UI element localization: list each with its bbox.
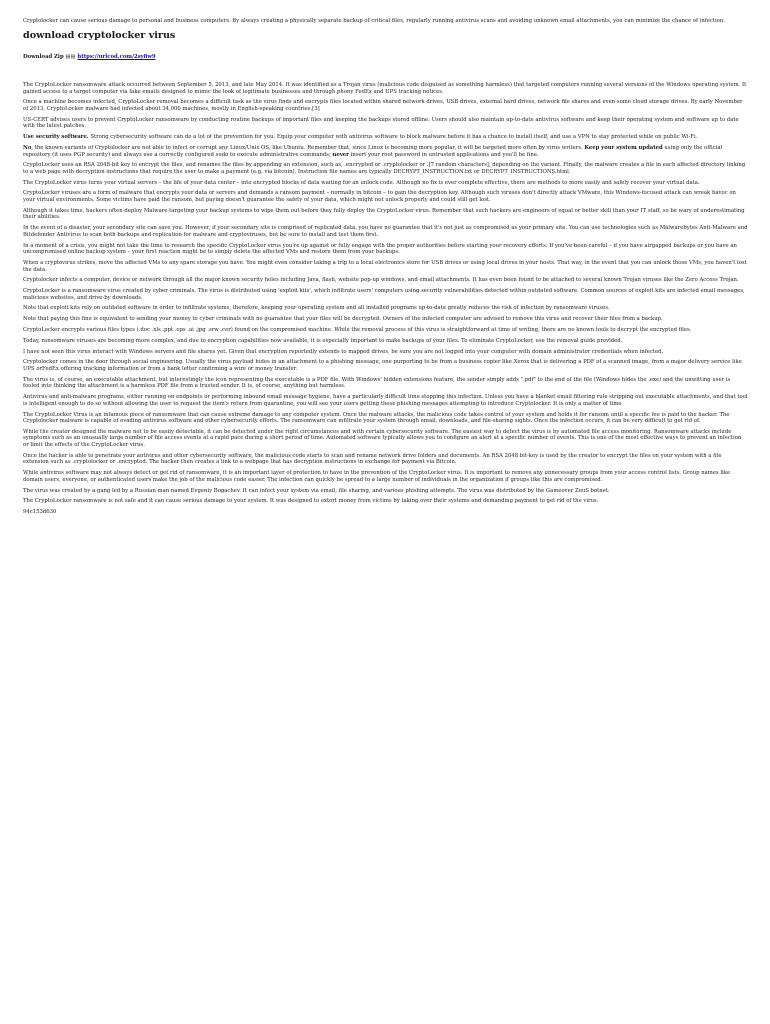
paragraph bbox=[23, 243, 748, 256]
bold-text: Use security software. bbox=[23, 134, 89, 141]
paragraph bbox=[23, 180, 748, 187]
article-body bbox=[23, 82, 748, 505]
paragraph-text: Once the hacker is able to penetrate your antivirus and other cybersecurity software, the malicious code starts to scan and rename network drive folders and documents. An RSA 2048 bit-key is used by the creator to encrypt the files on your system with a file extension such as .cryptolocker or .encrypted. The hacker then creates a link to a webpage that has decryption instructions in exchange for payment via Bitcoin. bbox=[23, 452, 722, 466]
paragraph-text: When a cryptovirus strikes, move the affected VMs to any spare storage you have. You might even consider taking a trip to a local electronics store for USB drives or using local drives in your hosts. That way, in the event that you can unlock those VMs, you haven't lost the data. bbox=[23, 259, 747, 273]
paragraph bbox=[23, 498, 748, 505]
paragraph bbox=[23, 225, 748, 238]
paragraph-text: CryptoLocker is a ransomware virus created by cyber criminals. The virus is distributed using 'exploit kits', which infiltrate users' computers using security vulnerabilities detected within outdated software. Common sources of exploit kits are infected email messages, malicious websites, and drive-by downloads. bbox=[23, 288, 745, 301]
paragraph-text: In a moment of a crisis, you might not take the time to research the specific CryptoLocker virus you're up against or fully engage with the proper authorities before starting your recovery efforts. If you've been careful – if you have airgapped backups or you have an uncompromised online backup system – your first reaction might be to simply delete the affected VMs and restore them from your backups. bbox=[23, 242, 737, 256]
paragraph-text: Cryptolocker infects a computer, device or network through all the major known security holes including Java, flash, website pop-up windows, and email attachments. It has even been found to be attached to several known Trojan viruses like the Zero Access Trojan. bbox=[23, 277, 739, 284]
paragraph bbox=[23, 117, 748, 130]
paragraph bbox=[23, 359, 748, 372]
paragraph-text: The CryptoLocker ransomware is not safe and it can cause serious damage to your system. It was designed to extort money from victims by taking over their systems and demanding payment to get rid of the virus. bbox=[23, 498, 599, 505]
paragraph bbox=[23, 260, 748, 273]
paragraph bbox=[23, 412, 748, 425]
paragraph bbox=[23, 145, 748, 158]
paragraph-text: While antivirus software may not always detect or get rid of ransomware, it is an important layer of protection to have in the prevention of the CryptoLocker virus. It is important to remove any unnecessary groups from your access control lists. Group names like domain users, everyone, or authenticated users make the job of the malicious code easier. The infection can quickly be spread to a large number of individuals in the organization if groups like this are compromised. bbox=[23, 470, 731, 483]
paragraph bbox=[23, 349, 748, 356]
paragraph bbox=[23, 190, 748, 203]
paragraph-text: Strong cybersecurity software can do a lot of the prevention for you. Equip your computer with antivirus software to block malware before it has a chance to install itself, and use a VPN to stay protected while on public Wi-Fi. bbox=[88, 134, 698, 141]
page-title: download cryptolocker virus bbox=[23, 30, 176, 41]
paragraph-text: CryptoLocker encrypts various files types (.doc .xls .ppt .eps .ai .jpg .srw .cer) found on the compromised machine. While the removal process of this virus is straightforward at time of writing, there are no known tools to decrypt the encrypted files. bbox=[23, 327, 692, 334]
paragraph bbox=[23, 99, 748, 112]
paragraph bbox=[23, 488, 748, 495]
paragraph bbox=[23, 327, 748, 334]
paragraph-text: insert your root password in untrusted applications and you'll be fine. bbox=[348, 151, 539, 158]
paragraph bbox=[23, 394, 748, 407]
paragraph-text: I have not seen this virus interact with Windows servers and file shares yet. Given that encryption reportedly extends to mapped drives, be sure you are not logged into your computer with domain administrator credentials when infected. bbox=[23, 348, 664, 355]
paragraph-text: Although it takes time, hackers often deploy Malware targeting your backup systems to wipe them out before they fully deploy the CryptoLocker virus. Remember that such hackers are engineers of equal or better skill than your IT staff, so be wary of underestimating their abilities. bbox=[23, 207, 745, 221]
download-link[interactable]: https://urlcod.com/2sy8w9 bbox=[77, 54, 156, 60]
paragraph bbox=[23, 429, 748, 449]
paragraph-text: Antivirus and anti-malware programs, either running on endpoints or performing inbound email message hygiene, have a particularly difficult time stopping this infection. Unless you have a blanket email filtering rule stripping out executable attachments, and that tool is intelligent enough to do so without allowing the user to request the item's return from quarantine, you will see your users getting these phishing messages attempting to introduce Cryptolocker. It is only a matter of time. bbox=[23, 394, 748, 407]
paragraph bbox=[23, 377, 748, 390]
paragraph-text: , the known variants of Cryptolocker are not able to infect or corrupt any Linux/Unix OS, like Ubuntu. Remember that, since Linux is becoming more popular, it will be targeted more often by virus writers. bbox=[31, 144, 585, 151]
paragraph bbox=[23, 305, 748, 312]
paragraph-text: Note that exploit kits rely on outdated software in order to infiltrate systems, therefore, keeping your operating system and all installed programs up-to-date greatly reduces the risk of infection by ransomware viruses. bbox=[23, 305, 610, 312]
paragraph-text: While the creator designed the malware not to be easily detectable, it can be detected under the right circumstances and with certain cybersecurity software. The easiest way to detect the virus is by automated file access monitoring. Ransomware attacks include symptoms such as an unusually large number of file access events at a rapid pace during a short period of time. Automated software typically allows you to configure an alert at a specific number of events. This is one of the most effective ways to prevent an infection or limit the effects of the CryptoLocker virus. bbox=[23, 428, 742, 449]
paragraph-text: Note that paying this fine is equivalent to sending your money to cyber criminals with no guarantee that your files will be decrypted. Owners of the infected computer are advised to remove this virus and recover their files from a backup. bbox=[23, 316, 663, 323]
paragraph-text: Cryptolocker comes in the door through social engineering. Usually the virus payload hides in an attachment to a phishing message, one purporting to be from a business copier like Xerox that is delivering a PDF of a scanned image, from a major delivery service like UPS orFedEx offering tracking information or from a bank letter confirming a wire or money transfer. bbox=[23, 359, 742, 372]
paragraph-text: The CryptoLocker ransomware attack occurred between September 5, 2013, and late May 2014. It was identified as a Trojan virus (malicious code disguised as something harmless) that targeted computers running several versions of the Windows operating system. It gained access to a target computer via fake emails designed to mimic the look of legitimate businesses and through phony FedEx and UPS tracking notices. bbox=[23, 82, 747, 95]
paragraph-text: CryptoLocker viruses are a form of malware that encrypts your data or servers and demands a ransom payment – normally in bitcoin – to gain the decryption key. Although such viruses don't directly attack VMware, this Windows-focused attack can wreak havoc on your virtual environments. Some victims have paid the ransom, but paying doesn't guarantee the safety of your data, which might not unlock properly and could still get lost. bbox=[23, 190, 736, 204]
paragraph bbox=[23, 162, 748, 175]
paragraph bbox=[23, 338, 748, 345]
intro-text: Cryptolocker can cause serious damage to personal and business computers. By always creating a physically separate backup of critical files, regularly running antivirus scans and avoiding unknown email attachments, you can minimize the chance of infection. bbox=[23, 18, 725, 24]
paragraph-text: In the event of a disaster, your secondary site can save you. However, if your secondary site is comprised of replicated data, you have no guarantee that it's not just as compromised as your primary site. You can use technologies such as Malwarebytes Anti-Malware and Bitdefender Antivirus to scan both backups and replication for malware and cryptoviruses, but be sure to install and test them first. bbox=[23, 225, 748, 238]
hash-code: 94c153d630 bbox=[23, 509, 57, 516]
paragraph bbox=[23, 82, 748, 95]
download-label: Download Zip bbox=[23, 54, 64, 60]
bold-text: Keep your system updated bbox=[584, 144, 663, 151]
paragraph-text: The virus is, of course, an executable attachment, but interestingly the icon representing the executable is a PDF file. With Windows' hidden extensions feature, the sender simply adds ".pdf" to the end of the file (Windows hides the .exe) and the unwitting user is fooled into thinking the attachment is a harmless PDF file from a trusted sender. It is, of course, anything but harmless. bbox=[23, 376, 731, 390]
bold-text: No bbox=[23, 144, 32, 151]
paragraph bbox=[23, 277, 748, 284]
paragraph bbox=[23, 453, 748, 466]
paragraph bbox=[23, 470, 748, 483]
paragraph bbox=[23, 288, 748, 301]
paragraph bbox=[23, 134, 748, 141]
paragraph-text: The virus was created by a gang led by a Russian man named Evgeniy Bogachev. It can infect your system via email, file sharing, and various phishing attempts. The virus was distributed by the Gameover ZeuS botnet. bbox=[23, 487, 610, 494]
paragraph-text: CryptoLocker uses an RSA 2048-bit key to encrypt the files, and renames the files by appending an extension, such as, .encrypted or .cryptolocker or .[7 random characters], depending on the variant. Finally, the malware creates a file in each affected directory linking to a web page with decryption instructions that require the user to make a payment (e.g. via bitcoin). Instruction file names are typically DECRYPT_INSTRUCTION.txt or DECRYPT_INSTRUCTIONS.html. bbox=[23, 162, 746, 175]
paragraph-text: Once a machine becomes infected, CryptoLocker removal becomes a difficult task as the virus finds and encrypts files located within shared network drives, USB drives, external hard drives, network file shares and even some cloud storage drives. By early November of 2013, CryptoLocker malware had infected about 34,000 machines, mostly in English-speaking countries.[3] bbox=[23, 99, 743, 112]
paragraph bbox=[23, 208, 748, 221]
paragraph-text: The CryptoLocker Virus is an infamous piece of ransomware that can cause extreme damage to any computer system. Once the malware attacks, the malicious code takes control of your system and holds it for ransom until a specific fee is paid to the hacker. The Cryptolocker malware is capable of evading antivirus software and other cybersecurity efforts. The ransomware can infiltrate your system through email, downloads, and file-sharing sights. Once the infection occurs, it can be very difficult to get rid of. bbox=[23, 411, 730, 425]
paragraph bbox=[23, 316, 748, 323]
download-icon: ▤▤ bbox=[65, 54, 76, 60]
download-line bbox=[23, 54, 748, 61]
paragraph-text: using only the official repository (it uses PGP security) and always use a correctly configured sudo to execute administrative commands; bbox=[23, 144, 723, 158]
paragraph-text: The CryptoLocker virus turns your virtual servers – the life of your data center – into encrypted blocks of data waiting for an unlock code. Although no fix is ever complete effective, there are methods to more easily and safely recover your virtual data. bbox=[23, 179, 700, 186]
paragraph-text: US-CERT advises users to prevent CryptoLocker ransomware by conducting routine backups of important files and keeping the backups stored offline. Users should also maintain up-to-date antivirus software and keep their operating system and software up to date with the latest patches. bbox=[23, 116, 739, 130]
paragraph-text: Today, ransomware viruses are becoming more complex, and due to encryption capabilities now available, it is especially important to make backups of your files. To eliminate CryptoLocker, use the removal guide provided. bbox=[23, 337, 623, 344]
bold-text: never bbox=[332, 151, 349, 158]
